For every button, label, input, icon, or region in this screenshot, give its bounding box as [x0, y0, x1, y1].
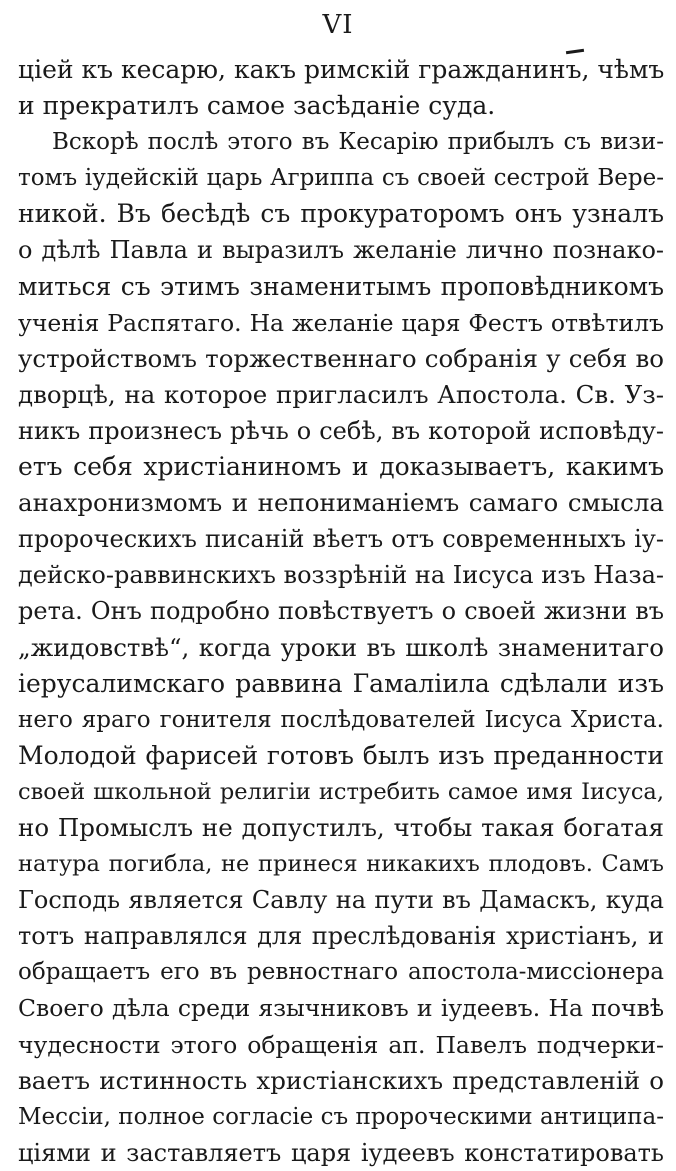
text-line: Мессiи, полное согласiе съ пророческими антиципа- [18, 1103, 664, 1130]
text-line: цiей къ кесарю, какъ римскiй гражданинъ, чѣмъ [18, 55, 664, 84]
text-line: iерусалимскаго раввина Гамалiила сдѣлали изъ [18, 668, 664, 698]
text-line: никой. Въ бесѣдѣ съ прокураторомъ онъ узналъ [18, 199, 664, 229]
text-line: цiями и заставляетъ царя iудеевъ констатировать [18, 1138, 664, 1167]
text-line: него яраго гонителя послѣдователей Iисуса Христа. [18, 706, 664, 733]
text-line: никъ произнесъ рѣчь о себѣ, въ которой исповѣду- [18, 416, 664, 445]
text-line: миться съ этимъ знаменитымъ проповѣдникомъ [18, 271, 664, 301]
text-line: Молодой фарисей готовъ былъ изъ преданности [18, 740, 664, 770]
text-line: обращаетъ его въ ревностнаго апостола-миссiонера [18, 959, 664, 986]
text-line: рета. Онъ подробно повѣствуетъ о своей жизни въ [18, 597, 664, 626]
text-line: ученiя Распятаго. На желанiе царя Фестъ отвѣтилъ [18, 308, 664, 337]
body-text [18, 52, 664, 1171]
text-line: томъ iудейскiй царь Агриппа съ своей сестрой Вере- [18, 165, 664, 192]
text-line: чудесности этого обращенiя ап. Павелъ подчерки- [18, 1030, 664, 1059]
text-line: „жидовствѣ“, когда уроки въ школѣ знаменитаго [18, 632, 664, 662]
paragraph-first-line: Вскорѣ послѣ этого въ Кесарiю прибылъ съ визи- [52, 129, 664, 156]
page-number: VI [322, 10, 354, 40]
text-line: Господь является Савлу на пути въ Дамаскъ, куда [18, 886, 664, 915]
text-line: о дѣлѣ Павла и выразилъ желанiе лично познако- [18, 236, 664, 265]
text-line: Своего дѣла среди язычниковъ и iудеевъ. На почвѣ [18, 994, 664, 1023]
text-line: анахронизмомъ и непониманiемъ самаго смысла [18, 488, 664, 518]
text-line: етъ себя христiаниномъ и доказываетъ, какимъ [18, 452, 664, 482]
text-line: тотъ направлялся для преслѣдованiя христiанъ, и [18, 922, 664, 951]
text-line: ваетъ истинность христiанскихъ представленiй о [18, 1065, 664, 1095]
text-line: но Промыслъ не допустилъ, чтобы такая богатая [18, 812, 664, 842]
text-line: пророческихъ писанiй вѣетъ отъ современныхъ iу- [18, 525, 664, 554]
text-line: дейско-раввинскихъ воззрѣнiй на Iисуса изъ Наза- [18, 561, 664, 590]
text-line: устройствомъ торжественнаго собранiя у себя во [18, 343, 664, 373]
text-line: дворцѣ, на которое пригласилъ Апостола. Св. Уз- [18, 379, 664, 409]
text-line: и прекратилъ самое засѣданiе суда. [18, 91, 496, 121]
text-line: натура погибла, не принеся никакихъ плодовъ. Самъ [18, 851, 664, 878]
text-line: своей школьной религiи истребить самое имя Iисуса, [18, 778, 664, 805]
